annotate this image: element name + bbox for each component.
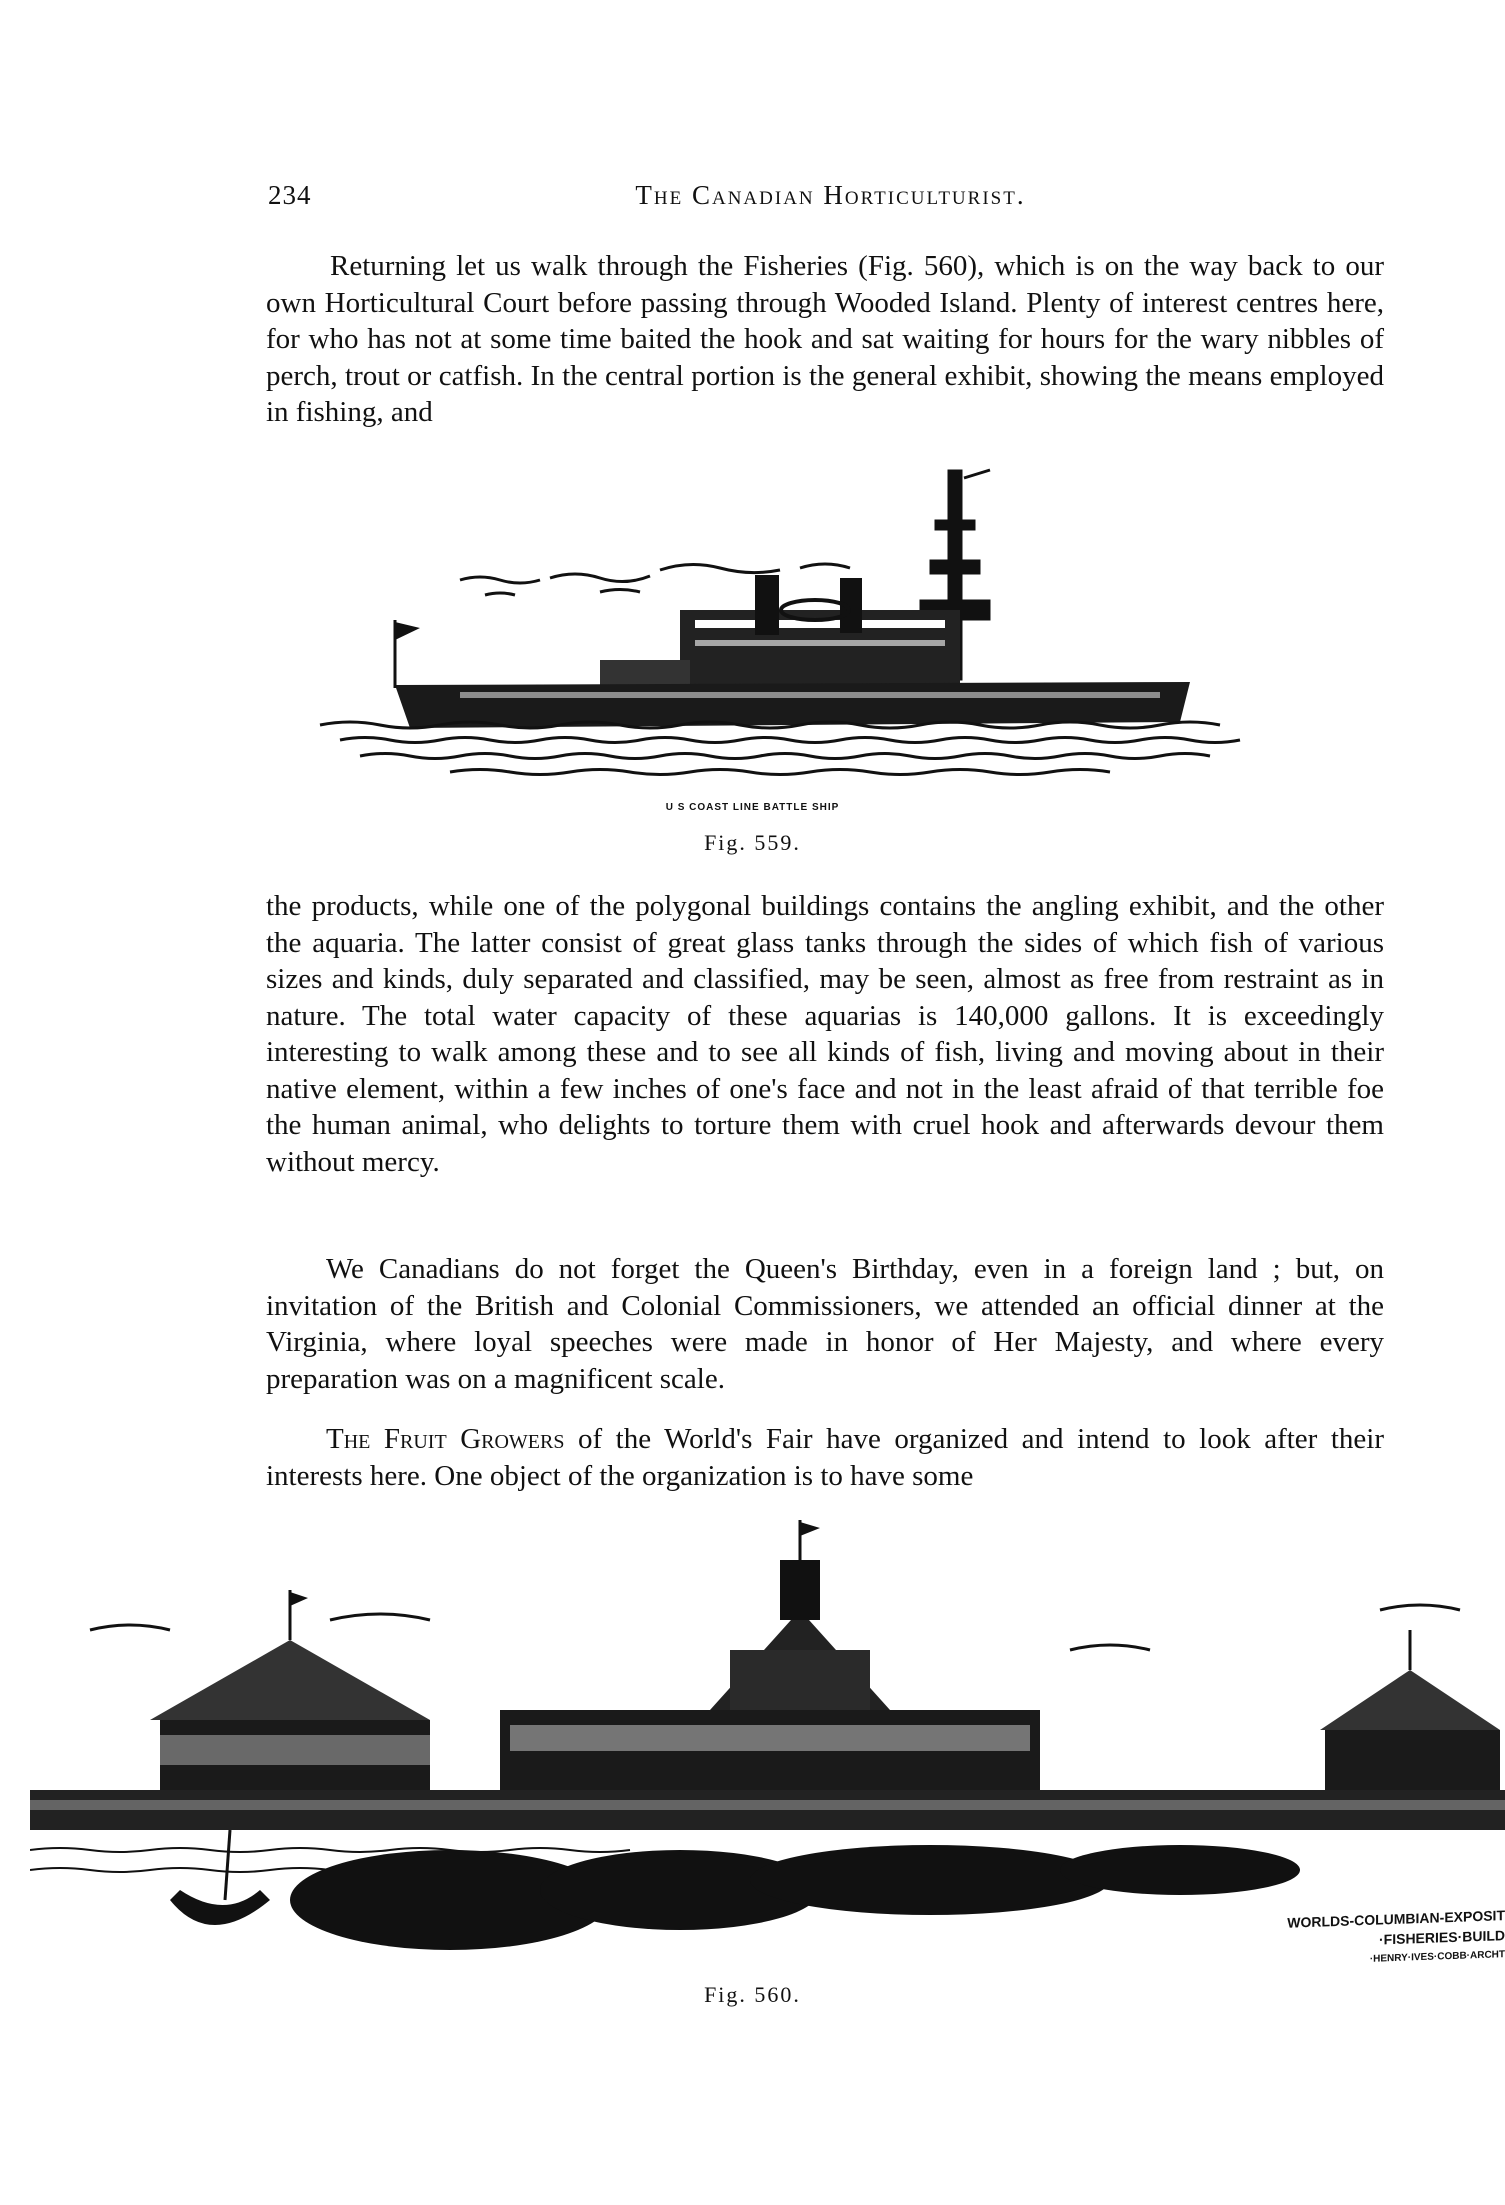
sign-line-3: ·HENRY·IVES·COBB·ARCHT [1369,1949,1505,1965]
sign-line-1: WORLDS-COLUMBIAN-EXPOSIT [1287,1907,1505,1931]
sea-water [320,722,1240,775]
gondola [170,1830,270,1925]
figure-engraved-caption: U S COAST LINE BATTLE SHIP [665,802,840,813]
left-pavilion [150,1590,430,1800]
paragraph-queens-birthday: We Canadians do not forget the Queen's Birthday, even in a foreign land ; but, on invitation of the British and Colonial Commissioners, we attended an official dinner at the Virginia, where loyal speeches were made in honor of Her Majesty, and where every preparation was on a magnificent scale. [266,1253,1384,1395]
page-header [268,180,1393,220]
fruit-growers-lead: The Fruit Growers [326,1423,565,1455]
paragraph-fisheries-intro: Returning let us walk through the Fisheries (Fig. 560), which is on the way back to our own Horticultural Court before passing through Wooded Island. Plenty of interest centres here, for who has not at some time baited the hook and sat waiting for hours for the wary nibbles of perch, trout or catfish. In the central portion is the general exhibit, showing the means employed in fishing, and [266,250,1384,428]
page-number: 234 [268,180,312,210]
smoke-trail [460,564,850,595]
right-pavilion [1320,1630,1500,1800]
running-title: The Canadian Horticulturist. [635,180,1026,210]
engraved-sign [1225,1905,1505,1975]
ship-superstructure [600,575,960,690]
paragraph-fruit-growers [266,1421,1384,1494]
fruit-growers-text: of the World's Fair have organized and intend to look after their interests here. One object of the organization is to have some [266,1423,1384,1492]
figure-label: Fig. 559. [704,830,801,855]
ship-flag [395,620,420,688]
central-dome [500,1520,1040,1800]
battleship-illustration [300,460,1340,790]
foliage [290,1845,1300,1950]
figure-label: Fig. 560. [704,1982,801,2007]
paragraph-aquaria: the products, while one of the polygonal buildings contains the angling exhibit, and the other the aquaria. The latter consist of great glass tanks through the sides of which fish of various sizes and kinds, duly separated and classified, may be seen, almost as free from restraint as in nature. The total water capacity of these aquarias is 140,000 gallons. It is exceedingly interesting to walk among these and to see all kinds of fish, living and moving about in their native element, within a few inches of one's face and not in the least afraid of that terrible foe the human animal, who delights to torture them with cruel hook and afterwards devour them without mercy. [266,890,1384,1178]
sign-line-2: ·FISHERIES·BUILD [1379,1927,1505,1948]
